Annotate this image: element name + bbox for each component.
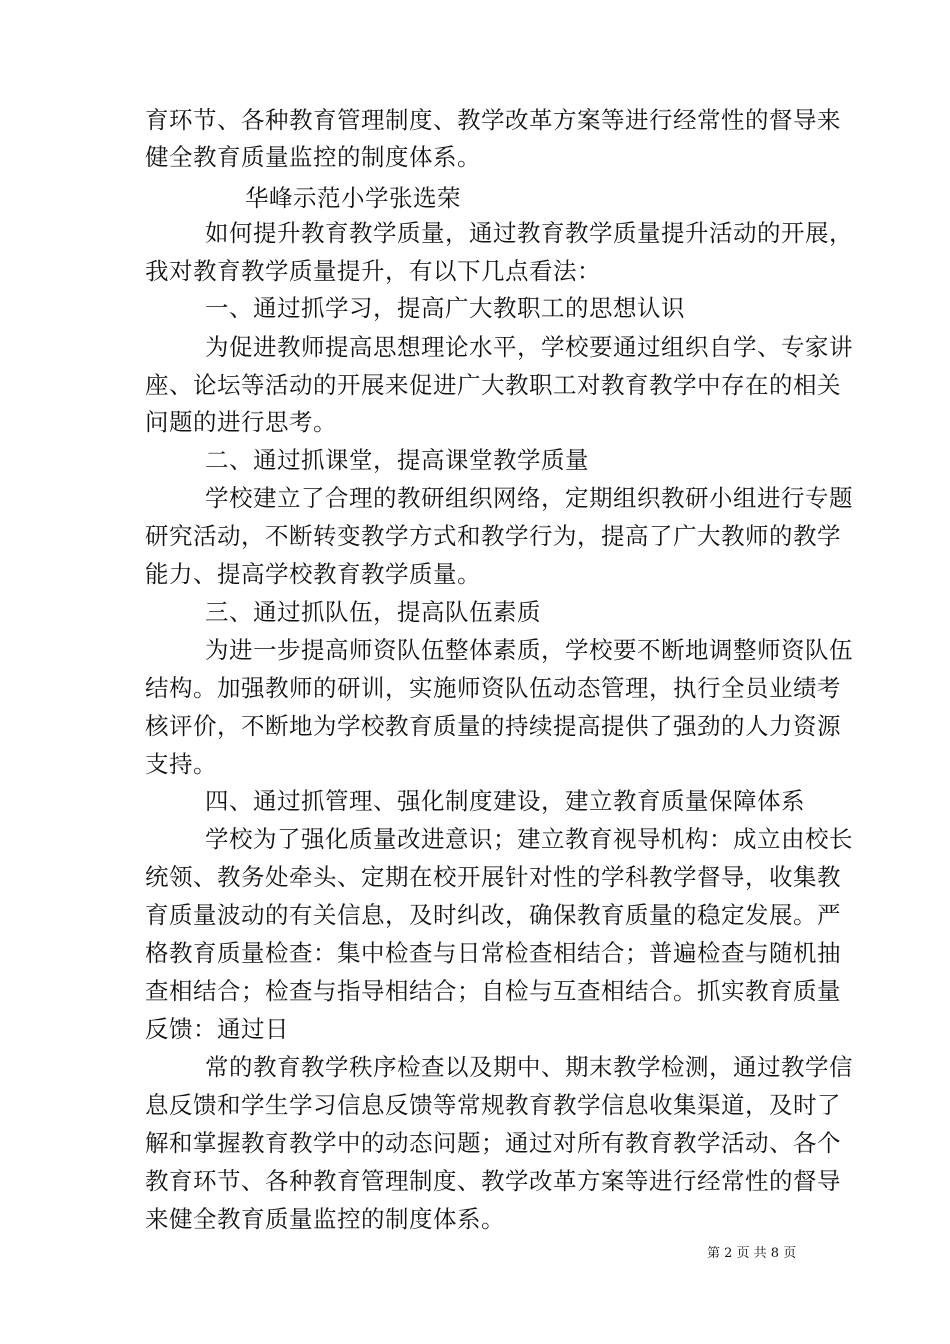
text-line: 座、论坛等活动的开展来促进广大教职工对教育教学中存在的相关 — [145, 371, 841, 399]
text-line: 一、通过抓学习，提高广大教职工的思想认识 — [205, 294, 685, 322]
text-line: 来健全教育质量监控的制度体系。 — [145, 1205, 505, 1233]
text-line: 育环节、各种教育管理制度、教学改革方案等进行经常性的督导来 — [145, 106, 841, 134]
text-line: 为促进教师提高思想理论水平，学校要通过组织自学、专家讲 — [205, 333, 853, 361]
text-line: 健全教育质量监控的制度体系。 — [145, 143, 481, 171]
text-line: 育质量波动的有关信息，及时纠改，确保教育质量的稳定发展。严 — [145, 901, 841, 929]
text-line: 研究活动，不断转变教学方式和教学行为，提高了广大教师的教学 — [145, 522, 841, 550]
text-line: 问题的进行思考。 — [145, 408, 337, 436]
text-line: 四、通过抓管理、强化制度建设，建立教育质量保障体系 — [205, 787, 805, 815]
text-line: 能力、提高学校教育教学质量。 — [145, 560, 481, 588]
text-line: 华峰示范小学张选荣 — [245, 184, 461, 212]
text-line: 查相结合；检查与指导相结合；自检与互查相结合。抓实教育质量 — [145, 977, 841, 1005]
page-number: 第 2 页 共 8 页 — [707, 1246, 797, 1261]
text-line: 反馈：通过日 — [145, 1015, 289, 1043]
text-line: 格教育质量检查：集中检查与日常检查相结合；普遍检查与随机抽 — [145, 939, 841, 967]
text-line: 统领、教务处牵头、定期在校开展针对性的学科教学督导，收集教 — [145, 863, 841, 891]
text-line: 支持。 — [145, 750, 217, 778]
text-line: 学校为了强化质量改进意识；建立教育视导机构：成立由校长 — [205, 825, 853, 853]
text-line: 息反馈和学生学习信息反馈等常规教育教学信息收集渠道，及时了 — [145, 1091, 841, 1119]
text-line: 结构。加强教师的研训，实施师资队伍动态管理，执行全员业绩考 — [145, 674, 841, 702]
text-line: 核评价，不断地为学校教育质量的持续提高提供了强劲的人力资源 — [145, 712, 841, 740]
text-line: 学校建立了合理的教研组织网络，定期组织教研小组进行专题 — [205, 484, 853, 512]
text-line: 二、通过抓课堂，提高课堂教学质量 — [205, 446, 589, 474]
text-line: 教育环节、各种教育管理制度、教学改革方案等进行经常性的督导 — [145, 1167, 841, 1195]
text-line: 我对教育教学质量提升，有以下几点看法： — [145, 257, 601, 285]
text-line: 常的教育教学秩序检查以及期中、期末教学检测，通过教学信 — [205, 1053, 853, 1081]
text-line: 如何提升教育教学质量，通过教育教学质量提升活动的开展， — [205, 219, 853, 247]
text-line: 为进一步提高师资队伍整体素质，学校要不断地调整师资队伍 — [205, 636, 853, 664]
text-line: 三、通过抓队伍，提高队伍素质 — [205, 598, 541, 626]
text-line: 解和掌握教育教学中的动态问题；通过对所有教育教学活动、各个 — [145, 1129, 841, 1157]
